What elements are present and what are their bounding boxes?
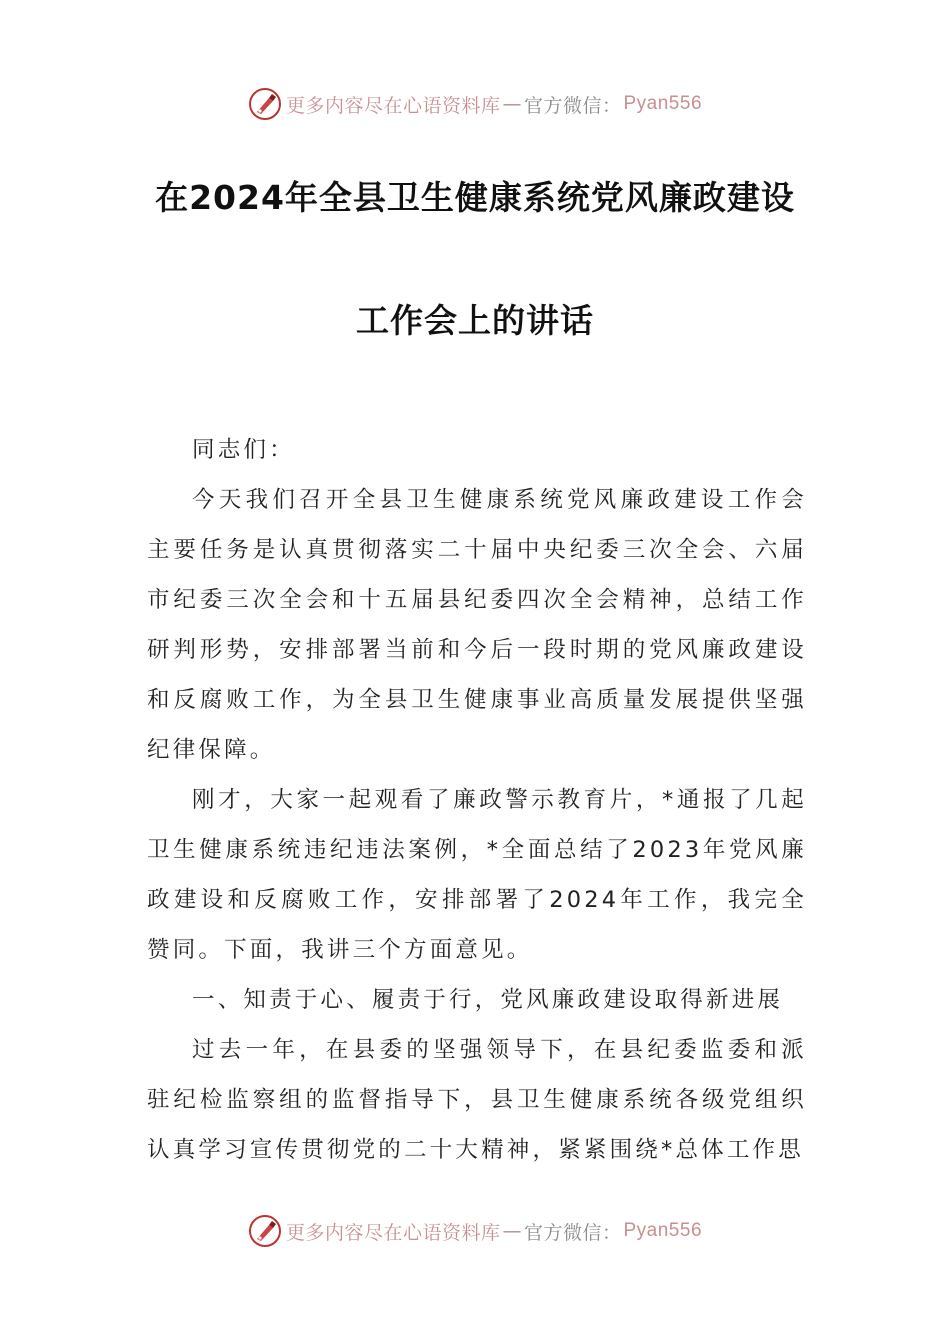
header-watermark-banner [0, 84, 950, 124]
banner-dash: — [502, 93, 522, 115]
paragraph: 过去一年，在县委的坚强领导下，在县纪委监委和派驻纪检监察组的监督指导下，县卫生健康系统各级党组织认真学习宣传贯彻党的二十大精神，紧紧围绕*总体工作思 [147, 1037, 807, 1163]
paragraph: 刚才，大家一起观看了廉政警示教育片，*通报了几起卫生健康系统违纪违法案例，*全面总结了2023年党风廉政建设和反腐败工作，安排部署了2024年工作，我完全赞同。下面，我讲三个方面意见。 [147, 787, 807, 963]
document-title-line-2: 工作会上的讲话 [356, 301, 594, 340]
banner-dash: — [502, 1220, 522, 1242]
banner-wechat-id: Pyan556 [623, 93, 703, 114]
pen-nib-icon [248, 87, 282, 121]
document-title-line-1: 在2024年全县卫生健康系统党风廉政建设 [155, 178, 795, 217]
salutation: 同志们： [192, 437, 295, 463]
footer-watermark-banner [0, 1211, 950, 1251]
banner-slogan: 更多内容尽在心语资料库 [285, 1221, 501, 1244]
banner-wechat-id: Pyan556 [623, 1220, 703, 1241]
pen-nib-icon [248, 1214, 282, 1248]
banner-wechat-label: 官方微信： [523, 1221, 622, 1244]
section-heading: 一、知责于心、履责于行，党风廉政建设取得新进展 [192, 987, 784, 1013]
paragraph: 今天我们召开全县卫生健康系统党风廉政建设工作会主要任务是认真贯彻落实二十届中央纪委三次全会、六届市纪委三次全会和十五届县纪委四次全会精神，总结工作研判形势，安排部署当前和今后一段时期的党风廉政建设和反腐败工作，为全县卫生健康事业高质量发展提供坚强纪律保障。 [147, 487, 807, 763]
banner-wechat-label: 官方微信： [523, 94, 622, 117]
document-body [147, 425, 807, 1175]
banner-slogan: 更多内容尽在心语资料库 [285, 94, 501, 117]
